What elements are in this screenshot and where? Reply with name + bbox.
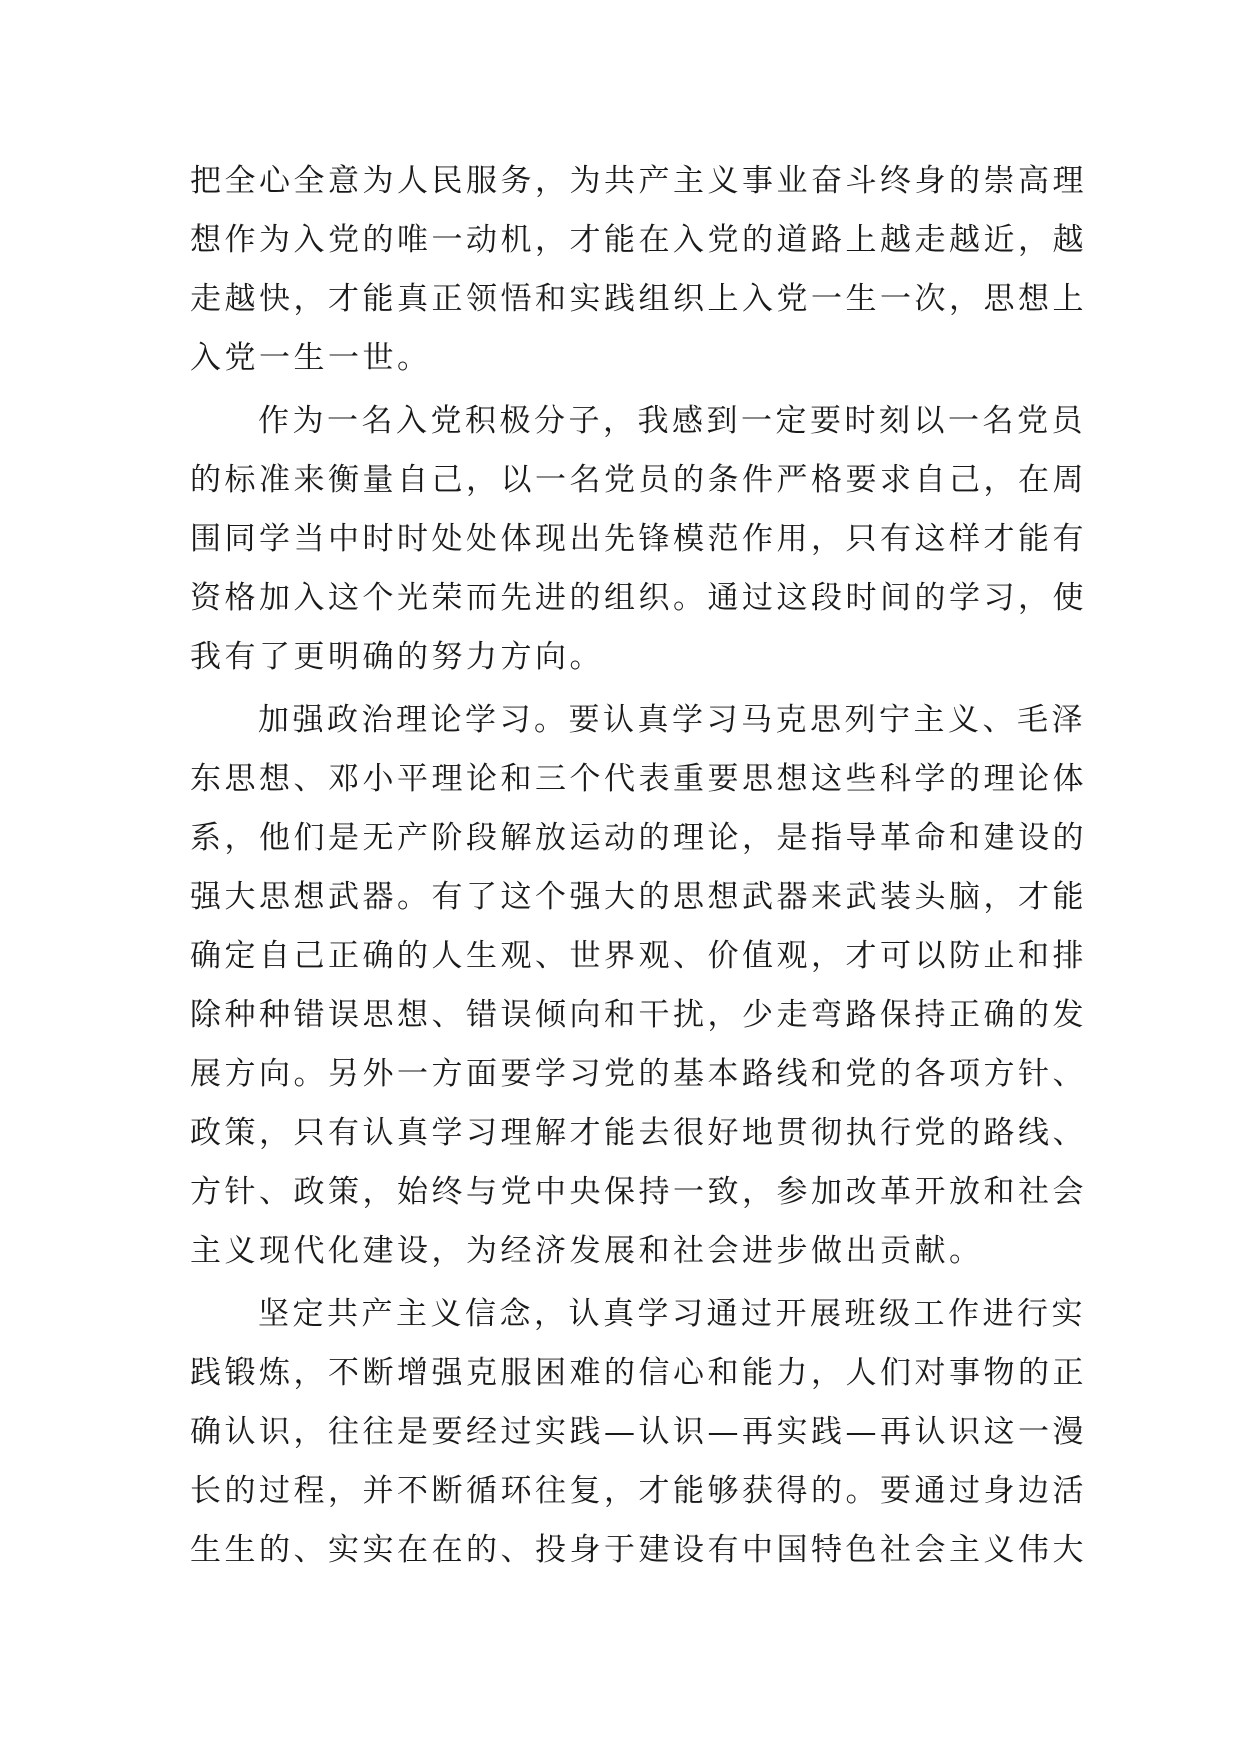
text-line: 加强政治理论学习。要认真学习马克思列宁主义、毛泽 [258,702,1086,738]
text-line: 入党一生一世。 [190,340,432,376]
text-line: 政策，只有认真学习理解才能去很好地贯彻执行党的路线、 [190,1115,1087,1151]
text-line: 把全心全意为人民服务，为共产主义事业奋斗终身的崇高理 [190,163,1087,199]
text-line: 作为一名入党积极分子，我感到一定要时刻以一名党员 [258,403,1086,439]
text-line: 践锻炼，不断增强克服困难的信心和能力，人们对事物的正 [190,1355,1087,1391]
text-line: 生生的、实实在在的、投身于建设有中国特色社会主义伟大 [190,1532,1087,1568]
paragraph [190,1285,1087,1580]
text-line: 确认识，往往是要经过实践—认识—再实践—再认识这一漫 [190,1414,1087,1450]
paragraph [190,392,1087,687]
text-line: 长的过程，并不断循环往复，才能够获得的。要通过身边活 [190,1473,1087,1509]
text-line: 想作为入党的唯一动机，才能在入党的道路上越走越近，越 [190,222,1087,258]
text-line: 强大思想武器。有了这个强大的思想武器来武装头脑，才能 [190,879,1087,915]
text-line: 我有了更明确的努力方向。 [190,639,604,675]
text-line: 展方向。另外一方面要学习党的基本路线和党的各项方针、 [190,1056,1087,1092]
text-line: 走越快，才能真正领悟和实践组织上入党一生一次，思想上 [190,281,1087,317]
text-line: 坚定共产主义信念，认真学习通过开展班级工作进行实 [258,1296,1086,1332]
text-line: 围同学当中时时处处体现出先锋模范作用，只有这样才能有 [190,521,1087,557]
text-line: 的标准来衡量自己，以一名党员的条件严格要求自己，在周 [190,462,1087,498]
text-line: 确定自己正确的人生观、世界观、价值观，才可以防止和排 [190,938,1087,974]
text-line: 东思想、邓小平理论和三个代表重要思想这些科学的理论体 [190,761,1087,797]
text-line: 主义现代化建设，为经济发展和社会进步做出贡献。 [190,1233,984,1269]
paragraph [190,152,1087,388]
text-line: 方针、政策，始终与党中央保持一致，参加改革开放和社会 [190,1174,1087,1210]
document-body [190,152,1087,1580]
text-line: 除种种错误思想、错误倾向和干扰，少走弯路保持正确的发 [190,997,1087,1033]
paragraph [190,691,1087,1281]
text-line: 系，他们是无产阶段解放运动的理论，是指导革命和建设的 [190,820,1087,856]
text-line: 资格加入这个光荣而先进的组织。通过这段时间的学习，使 [190,580,1087,616]
